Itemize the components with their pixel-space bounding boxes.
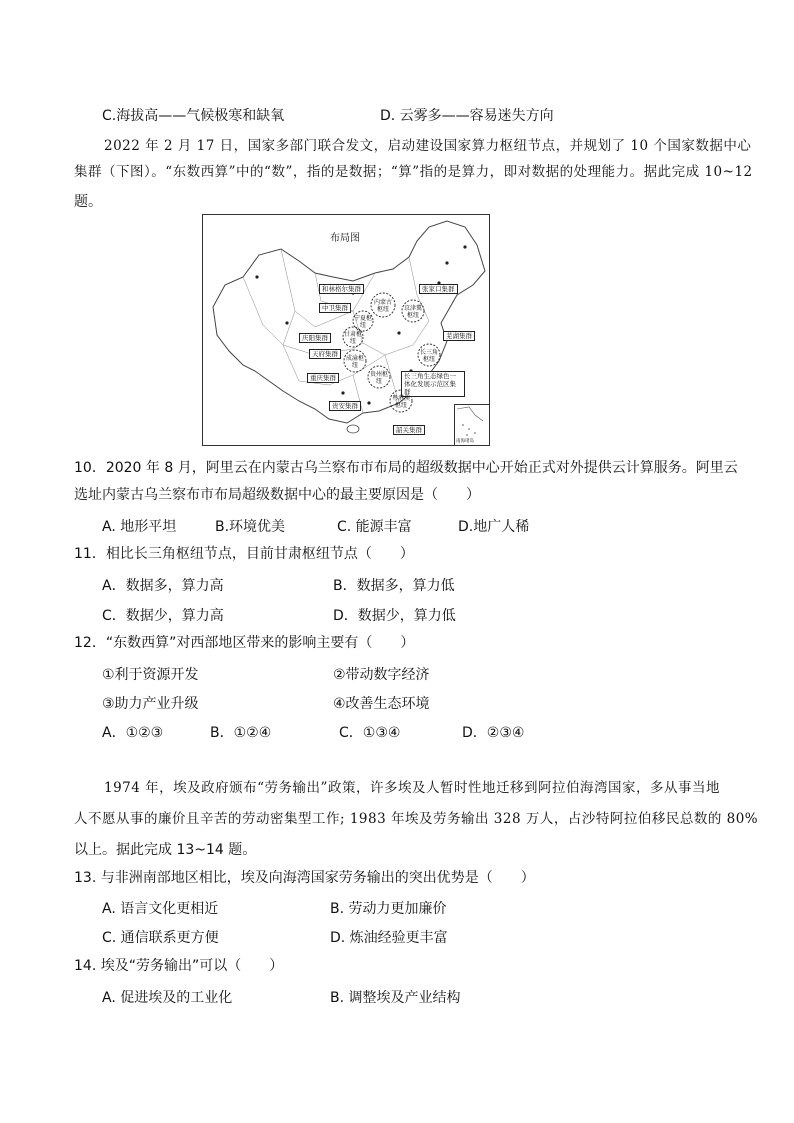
label-tianfu: 天府集群 xyxy=(309,349,341,359)
capital-dot xyxy=(367,401,370,404)
q10-option-d: D.地广人稀 xyxy=(458,519,530,535)
q10-stem-line2: 选址内蒙古乌兰察布市布局超级数据中心的最主要原因是（ ） xyxy=(74,487,480,503)
hub-gansu: 甘肃枢纽 xyxy=(344,331,363,345)
map-title: 布局图 xyxy=(330,233,360,244)
capital-dot xyxy=(341,391,344,394)
q13-option-b: B. 劳动力更加廉价 xyxy=(330,901,447,917)
q9-option-d: D. 云雾多——容易迷失方向 xyxy=(380,108,554,124)
label-zhangjiakou: 张家口集群 xyxy=(419,284,458,294)
q12-statement-3: ③助力产业升级 xyxy=(102,696,199,712)
q14-stem: 14. 埃及“劳务输出”可以（ ） xyxy=(74,958,284,974)
hub-ningxia: 宁夏枢纽 xyxy=(354,315,373,329)
passage1-line2: 集群（下图）。“东数西算”中的“数”，指的是数据；“算”指的是算力，即对数据的处理能力。据此完成 10~12 xyxy=(74,164,753,180)
q10-option-c: C. 能源丰富 xyxy=(337,519,412,535)
label-zhongwei: 中卫集群 xyxy=(319,303,351,313)
passage1-line1: 2022 年 2 月 17 日，国家多部门联合发文，启动建设国家算力枢纽节点，并规划了 10 个国家数据中心 xyxy=(104,138,752,154)
passage2-line2: 人不愿从事的廉价且辛苦的劳动密集型工作; 1983 年埃及劳务输出 328 万人，占沙特阿拉伯移民总数的 80% xyxy=(74,811,759,827)
q13-stem: 13. 与非洲南部地区相比，埃及向海湾国家劳务输出的突出优势是（ ） xyxy=(74,870,535,886)
q12-statement-2: ②带动数字经济 xyxy=(333,667,430,683)
label-wuhu: 芜湖集群 xyxy=(443,331,475,341)
q11-option-b: B．数据多，算力低 xyxy=(333,578,455,594)
q14-option-a: A. 促进埃及的工业化 xyxy=(102,990,233,1006)
capital-dot xyxy=(445,261,448,264)
label-shaoguan: 韶关集群 xyxy=(393,425,425,435)
capital-dot xyxy=(397,331,400,334)
label-guian: 贵安集群 xyxy=(329,401,361,411)
label-yangtze-delta: 长三角生态绿色一体化发展示范区集群 xyxy=(401,371,465,397)
hub-jingjinji: 京津冀枢纽 xyxy=(404,305,423,319)
hub-chengyu: 成渝枢纽 xyxy=(346,355,365,369)
q13-option-d: D. 炼油经验更丰富 xyxy=(330,930,448,946)
passage2-line1: 1974 年，埃及政府颁布“劳务输出”政策，许多埃及人暂时性地迁移到阿拉伯海湾国家，多从事当地 xyxy=(104,780,720,796)
q11-option-c: C．数据少，算力高 xyxy=(102,608,224,624)
inset-label: 南海诸岛 xyxy=(456,439,474,444)
label-helinge: 和林格尔集群 xyxy=(319,284,364,294)
q12-option-b: B．①②④ xyxy=(210,725,272,741)
q12-statement-4: ④改善生态环境 xyxy=(333,696,430,712)
q12-statement-1: ①利于资源开发 xyxy=(102,667,199,683)
q12-option-a: A．①②③ xyxy=(102,725,164,741)
data-center-layout-map xyxy=(202,214,490,446)
q12-stem: 12．“东数西算”对西部地区带来的影响主要有（ ） xyxy=(74,635,415,651)
q11-stem: 11．相比长三角枢纽节点，目前甘肃枢纽节点（ ） xyxy=(74,546,414,562)
q10-option-a: A. 地形平坦 xyxy=(102,519,177,535)
q11-option-a: A．数据多，算力高 xyxy=(102,578,224,594)
q13-option-a: A. 语言文化更相近 xyxy=(102,901,219,917)
label-qingyang: 庆阳集群 xyxy=(299,333,331,343)
hub-yuegangao: 粤港澳枢纽 xyxy=(392,395,411,409)
passage1-line3: 题。 xyxy=(74,194,102,210)
q13-option-c: C. 通信联系更方便 xyxy=(102,930,219,946)
label-chongqing: 重庆集群 xyxy=(307,373,339,383)
q14-option-b: B. 调整埃及产业结构 xyxy=(330,990,461,1006)
inset-coast xyxy=(457,407,483,421)
capital-dot xyxy=(285,321,288,324)
q10-stem-line1: 10．2020 年 8 月，阿里云在内蒙古乌兰察布市布局的超级数据中心开始正式对外提供云计算服务。阿里云 xyxy=(74,460,738,476)
hub-neimenggu: 内蒙古枢纽 xyxy=(374,299,393,313)
q10-option-b: B.环境优美 xyxy=(215,519,286,535)
q11-option-d: D．数据少，算力低 xyxy=(333,608,456,624)
q12-option-d: D．②③④ xyxy=(462,725,525,741)
capital-dot xyxy=(255,275,258,278)
passage2-line3: 以上。据此完成 13~14 题。 xyxy=(74,842,257,858)
south-china-sea-inset xyxy=(454,404,489,445)
hub-changsanjiao: 长三角枢纽 xyxy=(420,349,439,363)
q12-option-c: C．①③④ xyxy=(339,725,401,741)
capital-dot xyxy=(463,245,466,248)
hub-guizhou: 贵州枢纽 xyxy=(370,371,389,385)
hainan-island xyxy=(347,425,359,433)
q9-option-c: C.海拔高——气候极寒和缺氧 xyxy=(102,108,285,124)
